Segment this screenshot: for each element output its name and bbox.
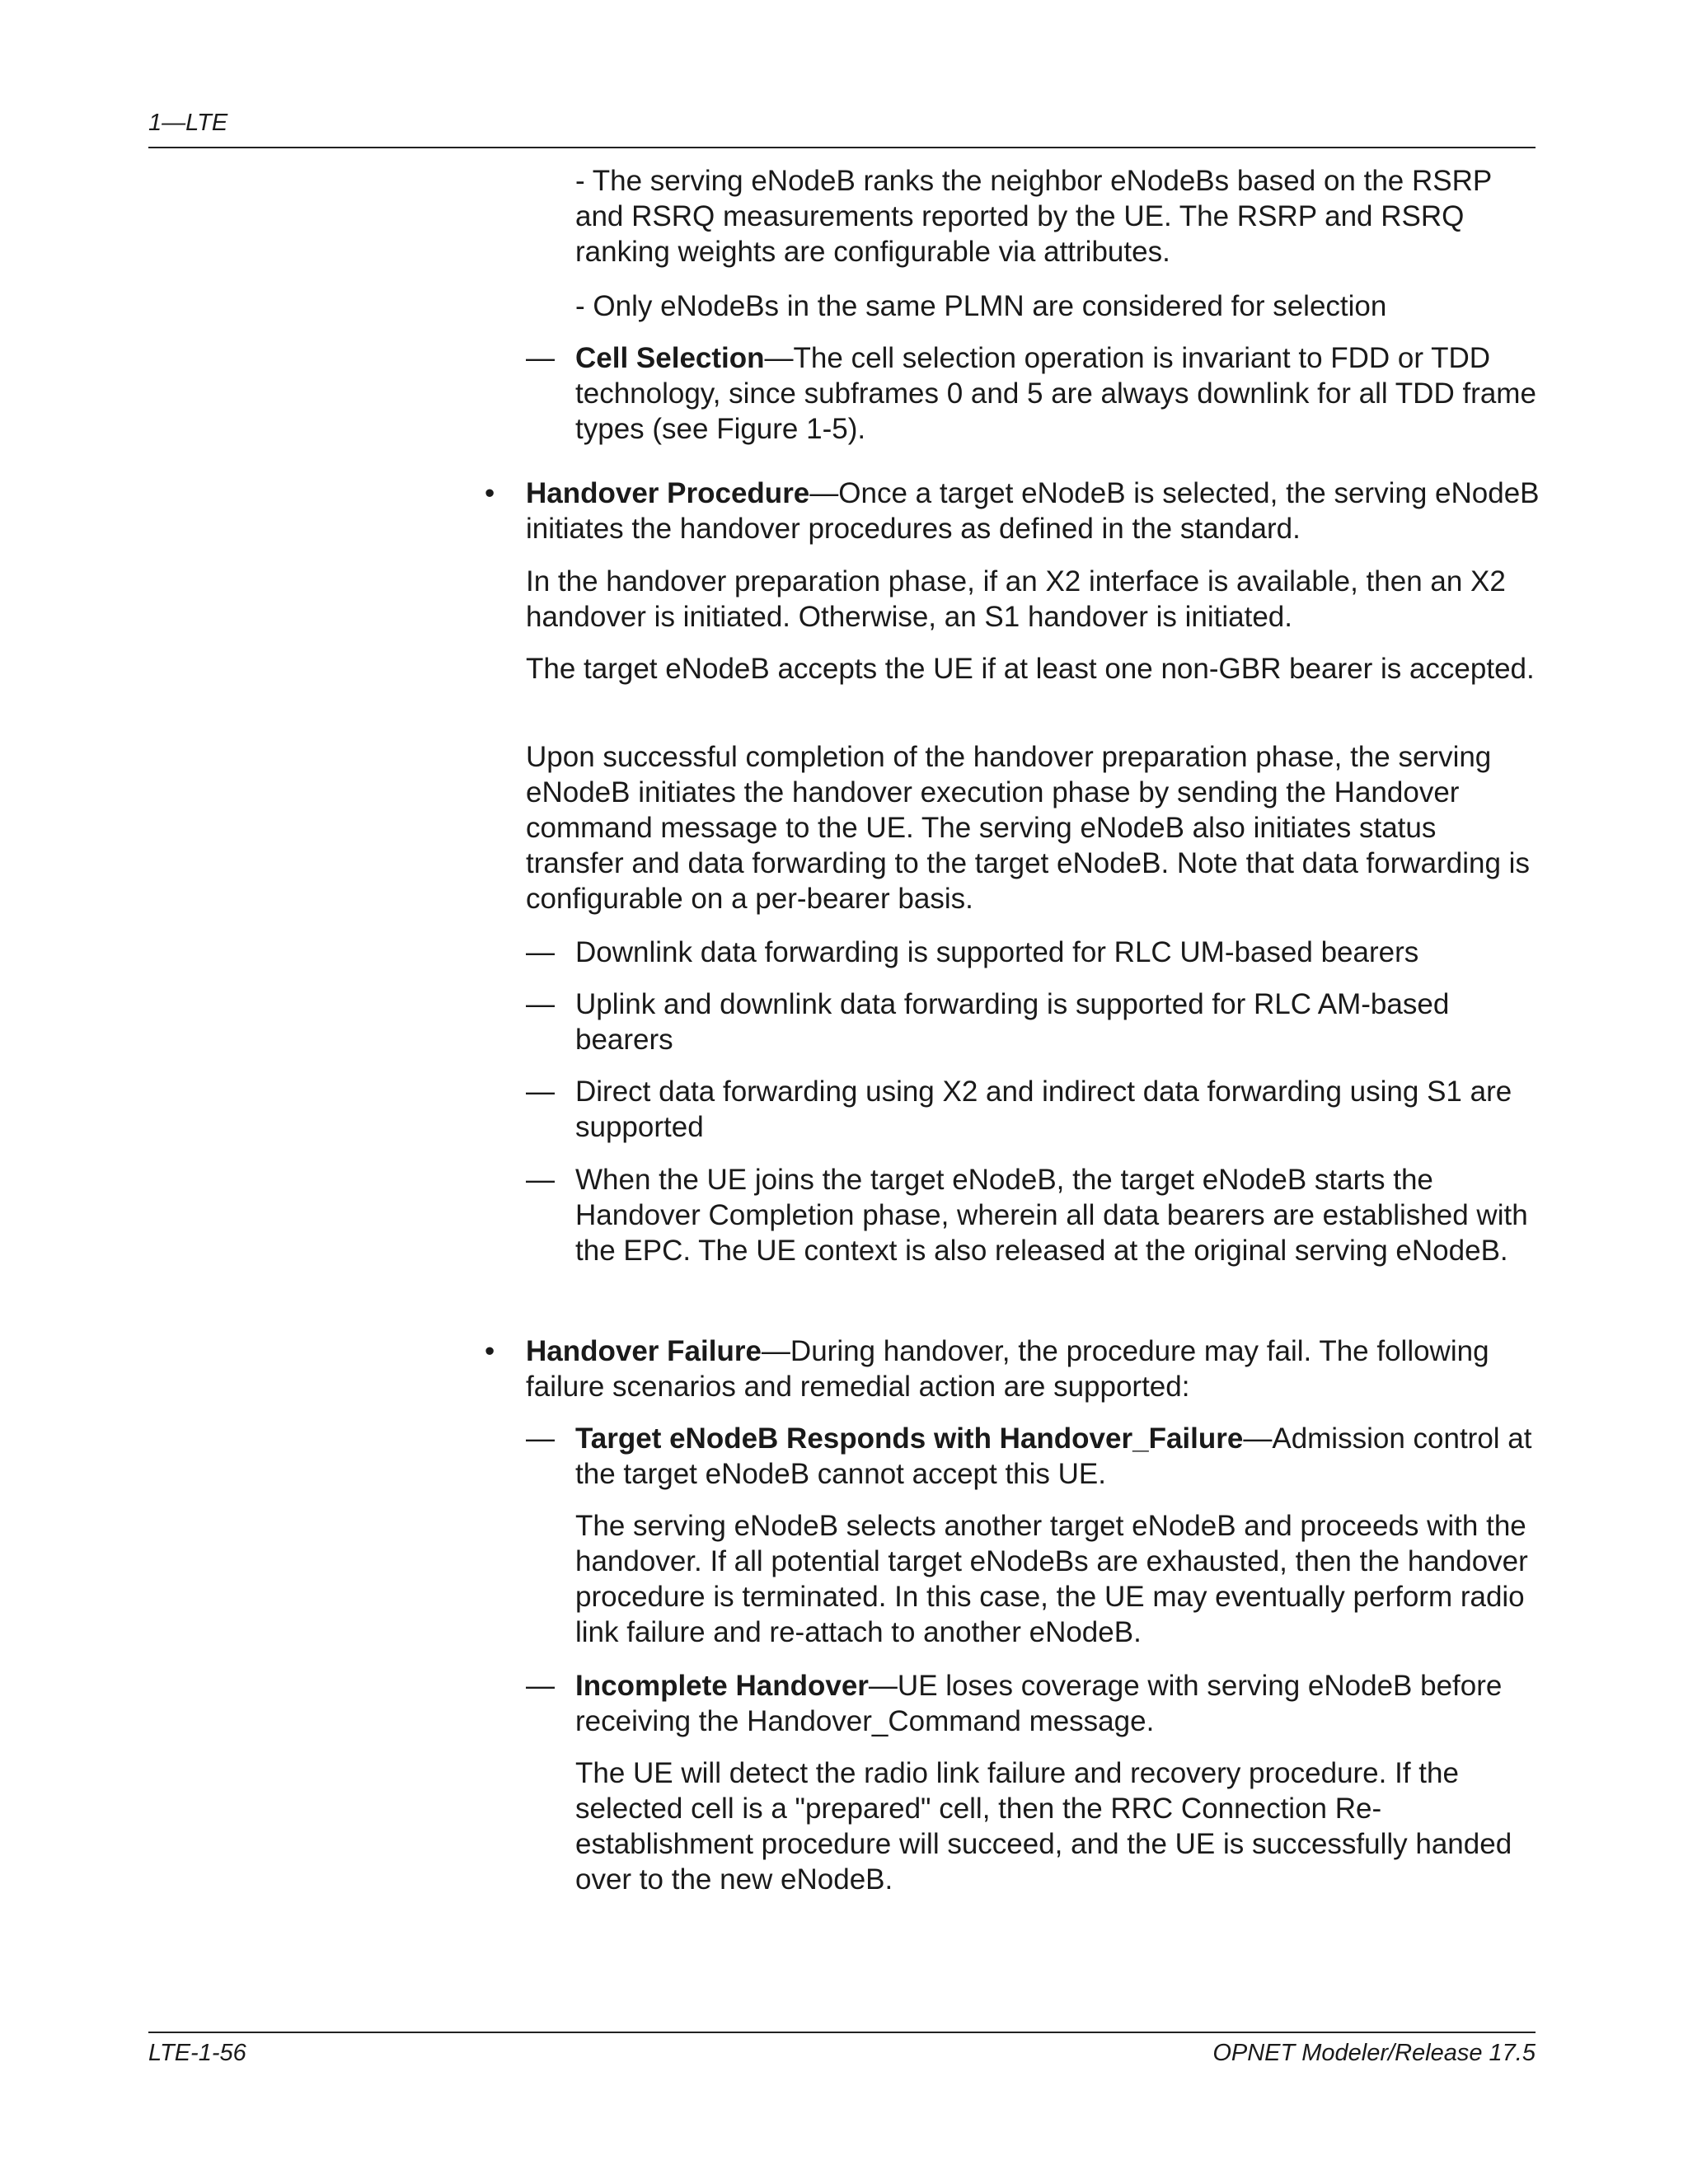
dash-marker: — xyxy=(526,936,555,968)
bullet-marker: • xyxy=(485,477,495,509)
target-accepts-paragraph: The target eNodeB accepts the UE if at least one non-GBR bearer is accepted. xyxy=(526,653,1535,685)
target-responds-title: Target eNodeB Responds with Handover_Failure xyxy=(575,1422,1244,1455)
dash-marker: — xyxy=(526,342,555,374)
header-rule xyxy=(148,147,1536,148)
dash-marker: — xyxy=(526,1076,555,1108)
handover-execution-paragraph: Upon successful completion of the handover preparation phase, the serving eNodeB initiates the handover execution phase by sending the Handover command message to the UE. The serving eNodeB also initiates status transfer and data forwarding to the target eNodeB. Note that data forwarding is configurable on a per-bearer basis. xyxy=(526,741,1530,915)
forwarding-item: When the UE joins the target eNodeB, the target eNodeB starts the Handover Completion phase, wherein all data bearers are established with the EPC. The UE context is also released at the original serving eNodeB. xyxy=(575,1164,1528,1267)
cell-selection-item xyxy=(575,340,1540,447)
handover-preparation-paragraph: In the handover preparation phase, if an X2 interface is available, then an X2 handover is initiated. Otherwise, an S1 handover is initiated. xyxy=(526,565,1506,633)
target-responds-text: —Admission control at the target eNodeB cannot accept this UE. xyxy=(575,1422,1532,1490)
handover-failure-item xyxy=(526,1333,1541,1404)
forwarding-item: Downlink data forwarding is supported for RLC UM-based bearers xyxy=(575,936,1419,968)
forwarding-item: Direct data forwarding using X2 and indirect data forwarding using S1 are supported xyxy=(575,1076,1512,1143)
incomplete-handover-item xyxy=(575,1668,1540,1739)
cell-selection-text: —The cell selection operation is invariant to FDD or TDD technology, since subframes 0 and 5 are always downlink for all TDD frame types (see Figure 1-5). xyxy=(575,342,1536,445)
plmn-paragraph: - Only eNodeBs in the same PLMN are considered for selection xyxy=(575,290,1387,322)
dash-marker: — xyxy=(526,1422,555,1455)
handover-failure-text: —During handover, the procedure may fail. The following failure scenarios and remedial action are supported: xyxy=(526,1335,1489,1403)
incomplete-handover-text: —UE loses coverage with serving eNodeB before receiving the Handover_Command message. xyxy=(575,1670,1503,1737)
bullet-marker: • xyxy=(485,1335,495,1367)
product-release: OPNET Modeler/Release 17.5 xyxy=(1212,2040,1536,2066)
footer-rule xyxy=(148,2032,1536,2033)
dash-marker: — xyxy=(526,988,555,1020)
cell-selection-title: Cell Selection xyxy=(575,342,765,374)
page-number: LTE-1-56 xyxy=(148,2040,246,2066)
ranking-paragraph: - The serving eNodeB ranks the neighbor eNodeBs based on the RSRP and RSRQ measurements reported by the UE. The RSRP and RSRQ ranking weights are configurable via attributes. xyxy=(575,165,1492,268)
handover-failure-title: Handover Failure xyxy=(526,1335,762,1367)
handover-procedure-title: Handover Procedure xyxy=(526,477,810,509)
dash-marker: — xyxy=(526,1670,555,1702)
forwarding-item: Uplink and downlink data forwarding is supported for RLC AM-based bearers xyxy=(575,988,1450,1056)
target-responds-item xyxy=(575,1421,1540,1492)
dash-marker: — xyxy=(526,1164,555,1196)
handover-procedure-text: —Once a target eNodeB is selected, the serving eNodeB initiates the handover procedures as defined in the standard. xyxy=(526,477,1540,545)
running-header: 1—LTE xyxy=(148,110,228,136)
incomplete-handover-title: Incomplete Handover xyxy=(575,1670,869,1702)
running-footer xyxy=(148,2040,1536,2067)
incomplete-handover-paragraph: The UE will detect the radio link failure and recovery procedure. If the selected cell is a "prepared" cell, then the RRC Connection Re-establishment procedure will succeed, and the UE is successfully handed over to the new eNodeB. xyxy=(575,1757,1512,1896)
target-responds-paragraph: The serving eNodeB selects another target eNodeB and proceeds with the handover. If all potential target eNodeBs are exhausted, then the handover procedure is terminated. In this case, the UE may eventually perform radio link failure and re-attach to another eNodeB. xyxy=(575,1510,1528,1648)
handover-procedure-item xyxy=(526,476,1541,546)
